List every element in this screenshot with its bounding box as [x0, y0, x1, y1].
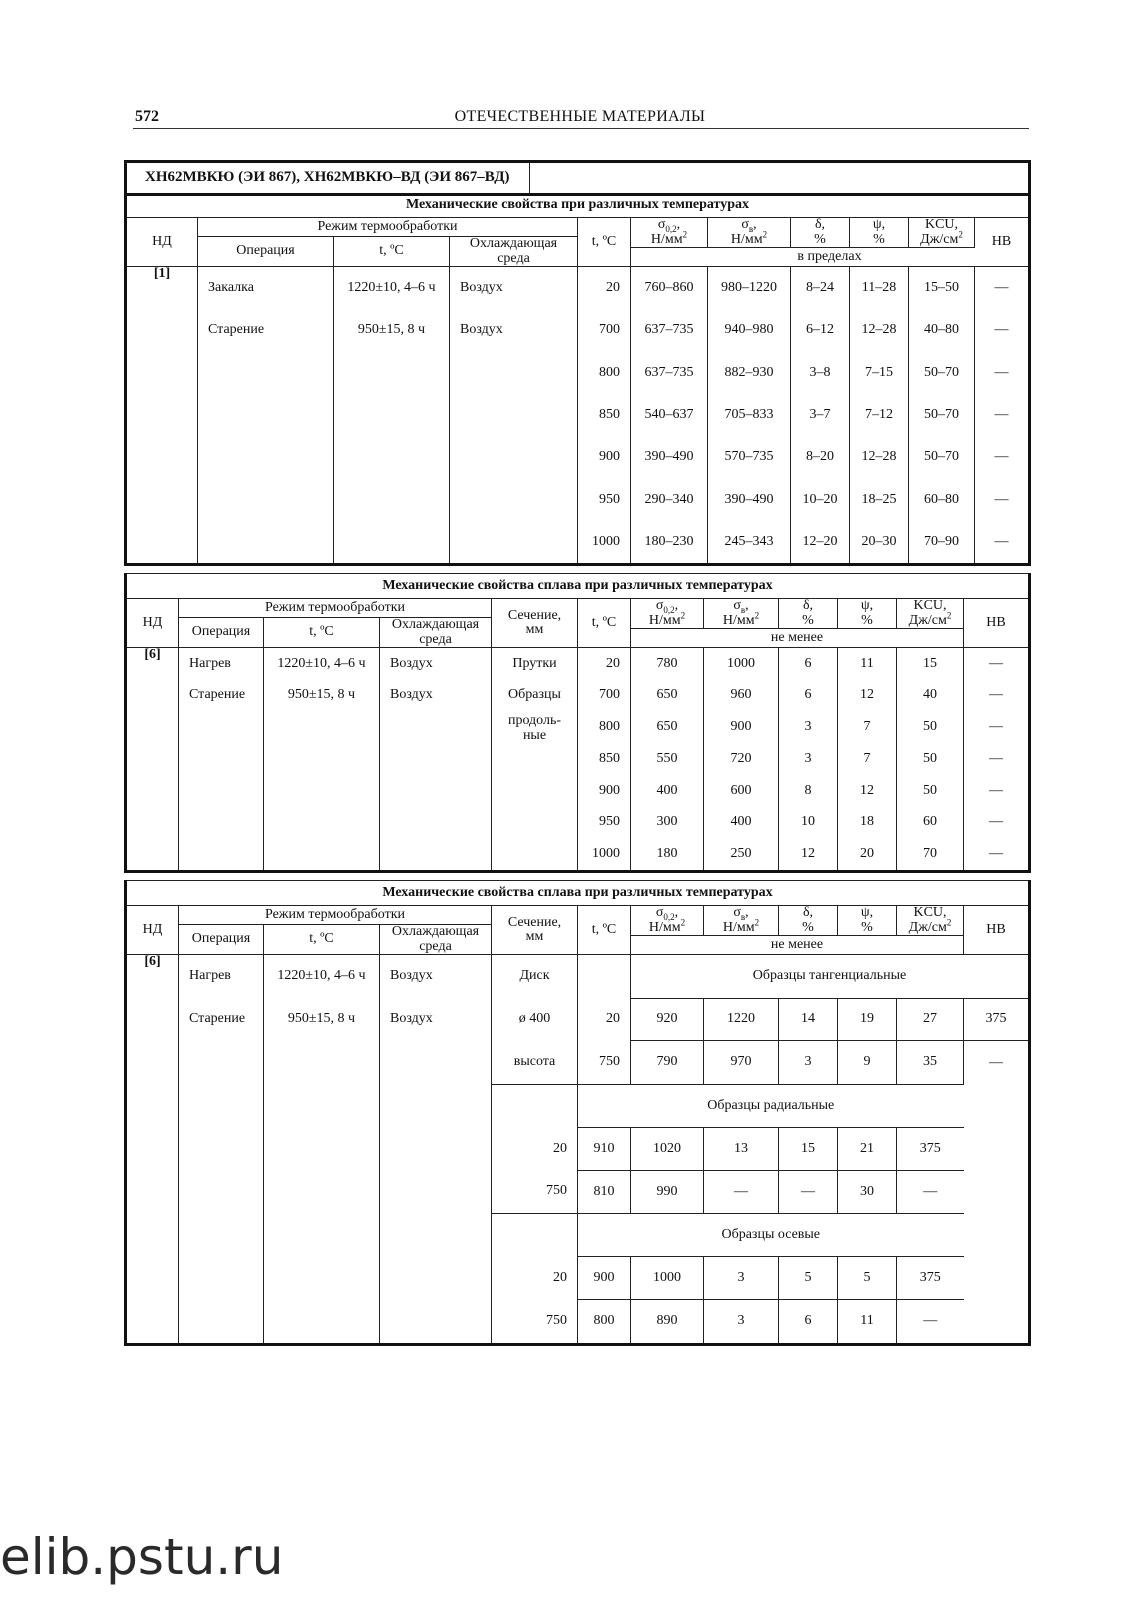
op-name: Нагрев [179, 648, 264, 680]
cell-t-test: 700 [578, 310, 631, 352]
table-row [126, 479, 1030, 521]
cell-delta: 3–7 [791, 394, 850, 436]
col-t-test: t, ºС [578, 218, 631, 267]
cell-psi: 7 [838, 743, 897, 775]
min-note: не менее [631, 629, 964, 648]
group-label: Образцы тангенциальные [631, 955, 1030, 998]
op-t: 1220±10, 4–6 ч [264, 648, 380, 680]
col-operation: Операция [179, 618, 264, 648]
cell-t-test: 800 [578, 710, 631, 743]
op-t: 950±15, 8 ч [264, 998, 380, 1041]
col-psi: ψ, % [838, 906, 897, 936]
cell-hb: — [994, 407, 1009, 423]
op-medium [380, 838, 492, 872]
op-name: Старение [179, 679, 264, 710]
cell-sigmab: 940–980 [708, 310, 791, 352]
op-medium [380, 775, 492, 806]
col-cooling: Охлаждающая среда [380, 618, 492, 648]
cell-delta: 6 [779, 648, 838, 680]
col-hb: НВ [964, 906, 1030, 955]
col-hb: НВ [964, 599, 1030, 648]
op-medium [450, 521, 578, 565]
table-row [126, 1041, 1030, 1084]
table-row [126, 743, 1030, 775]
cell-sigma02: 910 [578, 1128, 631, 1171]
cell-delta: 12–20 [791, 521, 850, 565]
cell-kcu: 40 [897, 679, 964, 710]
op-t [264, 775, 380, 806]
op-name [198, 521, 334, 565]
cell-hb: — [994, 449, 1009, 465]
cell-hb: — [923, 1313, 938, 1329]
op-t [334, 479, 450, 521]
cell-kcu: 60 [897, 806, 964, 838]
table-row [126, 267, 1030, 310]
op-medium: Воздух [450, 310, 578, 352]
cell-psi: 7–12 [850, 394, 909, 436]
section-line: Образцы [508, 686, 561, 702]
cell-psi: 9 [838, 1041, 897, 1084]
cell-sigmab: 390–490 [708, 479, 791, 521]
cell-sigmab: 600 [704, 775, 779, 806]
cell-sigmab: 970 [704, 1041, 779, 1084]
cell-hb: — [994, 322, 1009, 338]
col-t-heat: t, ºС [264, 618, 380, 648]
group-label: Образцы радиальные [578, 1084, 964, 1127]
cell-sigma02: 180 [631, 838, 704, 872]
cell-psi: 5 [779, 1257, 838, 1300]
cell-kcu: 50 [897, 743, 964, 775]
cell-hb: — [989, 782, 1003, 798]
cell-psi: — [779, 1170, 838, 1213]
op-name [179, 838, 264, 872]
cell-t-test: 800 [578, 352, 631, 394]
table-row [126, 710, 1030, 743]
op-name: Старение [179, 998, 264, 1041]
cell-t-test: 900 [578, 775, 631, 806]
cell-psi: 12 [838, 775, 897, 806]
cell-kcu: 21 [838, 1128, 897, 1171]
table-row [126, 998, 1030, 1041]
table-row [126, 648, 1030, 680]
table-row [126, 521, 1030, 565]
op-medium [380, 806, 492, 838]
cell-delta: 6 [779, 679, 838, 710]
cell-hb: — [989, 814, 1003, 830]
cell-t-test: 20 [578, 998, 631, 1041]
cell-psi: 12 [838, 679, 897, 710]
cell-psi: 20 [838, 838, 897, 872]
col-delta: δ, % [791, 218, 850, 248]
cell-sigma02: 810 [578, 1170, 631, 1213]
col-sigma02: $\sigma_{0,2}$, $Н/мм^2$ [631, 218, 708, 248]
table-row [126, 838, 1030, 872]
header-rule [133, 128, 1029, 129]
cell-sigma02: 650 [631, 679, 704, 710]
col-operation: Операция [198, 237, 334, 267]
cell-hb: — [989, 718, 1003, 734]
cell-kcu: 50–70 [909, 394, 975, 436]
op-name: Закалка [198, 267, 334, 310]
col-psi: ψ, % [838, 599, 897, 629]
cell-sigmab: 900 [704, 710, 779, 743]
cell-psi: 11 [838, 648, 897, 680]
cell-sigmab: 960 [704, 679, 779, 710]
cell-delta: 8–24 [791, 267, 850, 310]
op-t [334, 394, 450, 436]
col-regime: Режим термообработки [179, 599, 492, 618]
col-nd: НД [126, 599, 179, 648]
cell-sigma02: 290–340 [631, 479, 708, 521]
cell-sigma02: 800 [578, 1300, 631, 1344]
cell-sigmab: 720 [704, 743, 779, 775]
cell-sigma02: 300 [631, 806, 704, 838]
op-name [198, 352, 334, 394]
cell-delta: 10–20 [791, 479, 850, 521]
cell-kcu: 11 [838, 1300, 897, 1344]
op-medium [380, 710, 492, 743]
cell-psi: 15 [779, 1128, 838, 1171]
op-name: Старение [198, 310, 334, 352]
cell-psi: 20–30 [850, 521, 909, 565]
cell-hb: — [994, 364, 1009, 380]
op-medium [450, 394, 578, 436]
col-kcu: KCU, $Дж/см^2$ [897, 599, 964, 629]
op-name [179, 775, 264, 806]
cell-sigmab: 245–343 [708, 521, 791, 565]
cell-hb: — [989, 751, 1003, 767]
section-empty [492, 775, 578, 872]
col-cooling: Охлаждающая среда [380, 925, 492, 955]
cell-t-test: 750 [492, 1300, 578, 1344]
table-row [126, 806, 1030, 838]
col-kcu: KCU, $Дж/см^2$ [909, 218, 975, 248]
col-section: Сечение, мм [492, 906, 578, 955]
cell-sigma02: 400 [631, 775, 704, 806]
page-number: 572 [135, 108, 159, 125]
cell-t-test-empty [492, 1214, 578, 1257]
section-text [492, 679, 578, 710]
cell-sigmab: 1000 [704, 648, 779, 680]
cell-t-test: 850 [578, 394, 631, 436]
col-t-heat: t, ºС [334, 237, 450, 267]
col-t-test: t, ºС [578, 599, 631, 648]
material-name: ХН62МВКЮ (ЭИ 867), ХН62МВКЮ–ВД (ЭИ 867–ВД) [126, 162, 530, 195]
cell-kcu: 50–70 [909, 437, 975, 479]
cell-t-test: 1000 [578, 838, 631, 872]
op-medium-empty [380, 1041, 492, 1344]
cell-delta: 8 [779, 775, 838, 806]
op-name [179, 710, 264, 743]
cell-hb: — [964, 648, 1030, 680]
col-nd: НД [126, 906, 179, 955]
cell-t-test: 20 [578, 267, 631, 310]
col-kcu: KCU, $Дж/см^2$ [897, 906, 964, 936]
table-row [126, 775, 1030, 806]
op-t: 1220±10, 4–6 ч [334, 267, 450, 310]
cell-sigma02: 900 [578, 1257, 631, 1300]
section-line: Диск [492, 955, 578, 998]
cell-sigma02: 790 [631, 1041, 704, 1084]
table-row [126, 437, 1030, 479]
section-line: ø 400 [492, 998, 578, 1041]
cell-t-test: 750 [492, 1170, 578, 1213]
cell-hb: 375 [964, 998, 1030, 1041]
cell-t-test: 20 [578, 648, 631, 680]
cell-psi: 6 [779, 1300, 838, 1344]
op-t [334, 352, 450, 394]
op-medium [450, 352, 578, 394]
cell-sigma02: 390–490 [631, 437, 708, 479]
cell-sigmab: 980–1220 [708, 267, 791, 310]
op-t [264, 743, 380, 775]
col-t-heat: t, ºС [264, 925, 380, 955]
cell-t-test-empty [578, 955, 631, 998]
col-sigmab: $\sigma_в$, $Н/мм^2$ [704, 599, 779, 629]
cell-hb: 375 [897, 1257, 964, 1300]
cell-t-test: 850 [578, 743, 631, 775]
op-t-empty [264, 1041, 380, 1344]
table-row [126, 394, 1030, 436]
section-text [492, 710, 578, 775]
cell-t-test: 20 [492, 1257, 578, 1300]
section-line: Прутки [512, 655, 557, 671]
col-nd: НД [126, 218, 198, 267]
op-medium: Воздух [380, 955, 492, 998]
cell-delta: 6–12 [791, 310, 850, 352]
col-delta: δ, % [779, 599, 838, 629]
cell-sigma02: 760–860 [631, 267, 708, 310]
cell-delta: 14 [779, 998, 838, 1041]
cell-psi: 7 [838, 710, 897, 743]
cell-sigmab: 990 [631, 1170, 704, 1213]
cell-t-test: 900 [578, 437, 631, 479]
cell-sigma02: 180–230 [631, 521, 708, 565]
op-medium: Воздух [450, 267, 578, 310]
cell-sigmab: 890 [631, 1300, 704, 1344]
cell-sigmab: 705–833 [708, 394, 791, 436]
col-regime: Режим термообработки [179, 906, 492, 925]
cell-t-test: 950 [578, 806, 631, 838]
cell-sigma02: 637–735 [631, 310, 708, 352]
cell-kcu: 50 [897, 775, 964, 806]
op-name [198, 437, 334, 479]
table-properties-3 [124, 880, 1031, 1346]
cell-sigmab: 400 [704, 806, 779, 838]
table-row [126, 352, 1030, 394]
cell-kcu: 40–80 [909, 310, 975, 352]
cell-sigma02: 540–637 [631, 394, 708, 436]
cell-sigmab: 570–735 [708, 437, 791, 479]
cell-hb: — [975, 267, 1030, 310]
cell-sigmab: 1220 [704, 998, 779, 1041]
op-name [198, 394, 334, 436]
op-t [264, 710, 380, 743]
table3-title: Механические свойства сплава при различных температурах [126, 881, 1030, 906]
cell-delta: 12 [779, 838, 838, 872]
op-name [179, 743, 264, 775]
op-name [198, 479, 334, 521]
cell-t-test: 700 [578, 679, 631, 710]
cell-psi: 12–28 [850, 437, 909, 479]
cell-delta: 8–20 [791, 437, 850, 479]
cell-delta: 3 [779, 1041, 838, 1084]
cell-psi: 12–28 [850, 310, 909, 352]
cell-delta: 3 [704, 1300, 779, 1344]
cell-delta: 3 [779, 710, 838, 743]
cell-delta: 3–8 [791, 352, 850, 394]
section-line: ные [522, 728, 547, 744]
table-properties-2 [124, 573, 1031, 873]
cell-kcu: 70 [897, 838, 964, 872]
op-t [334, 521, 450, 565]
cell-hb: 375 [897, 1128, 964, 1171]
col-delta: δ, % [779, 906, 838, 936]
cell-kcu: 50 [897, 710, 964, 743]
cell-kcu: 27 [897, 998, 964, 1041]
op-medium [450, 479, 578, 521]
col-operation: Операция [179, 925, 264, 955]
cell-kcu: 15 [897, 648, 964, 680]
cell-hb: — [989, 846, 1003, 862]
op-t [264, 806, 380, 838]
min-note: не менее [631, 936, 964, 955]
nd-ref: [6] [126, 648, 179, 872]
cell-delta: — [704, 1170, 779, 1213]
cell-delta: 3 [704, 1257, 779, 1300]
group-label-row [126, 955, 1030, 998]
table2-title: Механические свойства сплава при различных температурах [126, 574, 1030, 599]
table1-title: Механические свойства при различных температурах [405, 196, 750, 212]
op-t: 1220±10, 4–6 ч [264, 955, 380, 998]
cell-sigmab: 250 [704, 838, 779, 872]
cell-psi: 11–28 [850, 267, 909, 310]
col-sigma02: $\sigma_{0,2}$, $Н/мм^2$ [631, 906, 704, 936]
op-name: Нагрев [179, 955, 264, 998]
cell-sigma02: 550 [631, 743, 704, 775]
cell-delta: 10 [779, 806, 838, 838]
cell-hb: — [994, 533, 1009, 549]
cell-t-test: 750 [578, 1041, 631, 1084]
op-name-empty [179, 1041, 264, 1344]
cell-sigma02: 650 [631, 710, 704, 743]
cell-delta: 13 [704, 1128, 779, 1171]
cell-t-test: 20 [492, 1128, 578, 1171]
col-sigmab: $\sigma_в$, $Н/мм^2$ [704, 906, 779, 936]
cell-hb: — [994, 491, 1009, 507]
cell-hb: — [989, 686, 1003, 702]
cell-kcu: 60–80 [909, 479, 975, 521]
cell-kcu: 15–50 [909, 267, 975, 310]
cell-kcu: 50–70 [909, 352, 975, 394]
nd-ref: [6] [126, 955, 179, 1344]
cell-psi: 7–15 [850, 352, 909, 394]
col-t-test: t, ºС [578, 906, 631, 955]
cell-hb: — [923, 1183, 938, 1199]
material-name-bar [124, 160, 1031, 196]
table-properties-1 [124, 193, 1031, 566]
op-t: 950±15, 8 ч [334, 310, 450, 352]
cell-kcu: 30 [838, 1170, 897, 1213]
cell-sigmab: 1020 [631, 1128, 704, 1171]
cell-psi: 18–25 [850, 479, 909, 521]
table-row [126, 310, 1030, 352]
cell-t-test: 950 [578, 479, 631, 521]
col-sigma02: $\sigma_{0,2}$, $Н/мм^2$ [631, 599, 704, 629]
nd-ref: [1] [126, 267, 198, 565]
cell-hb: — [989, 1054, 1003, 1070]
cell-psi: 19 [838, 998, 897, 1041]
col-psi: ψ, % [850, 218, 909, 248]
cell-psi: 18 [838, 806, 897, 838]
section-text [492, 648, 578, 680]
op-t: 950±15, 8 ч [264, 679, 380, 710]
section-line: высота [492, 1041, 578, 1084]
op-t [334, 437, 450, 479]
table-row [126, 679, 1030, 710]
cell-delta: 3 [779, 743, 838, 775]
op-medium: Воздух [380, 648, 492, 680]
cell-kcu: 35 [897, 1041, 964, 1084]
op-medium: Воздух [380, 679, 492, 710]
col-regime: Режим термообработки [198, 218, 578, 237]
cell-sigmab: 1000 [631, 1257, 704, 1300]
cell-sigma02: 920 [631, 998, 704, 1041]
running-title: ОТЕЧЕСТВЕННЫЕ МАТЕРИАЛЫ [454, 108, 706, 125]
range-note: в пределах [631, 248, 1030, 267]
col-section: Сечение, мм [492, 599, 578, 648]
group-label: Образцы осевые [578, 1214, 964, 1257]
cell-sigma02: 637–735 [631, 352, 708, 394]
watermark: elib.pstu.ru [0, 1528, 284, 1586]
cell-kcu: 70–90 [909, 521, 975, 565]
col-sigmab: $\sigma_в$, $Н/мм^2$ [708, 218, 791, 248]
section-line: продоль- [507, 713, 562, 729]
op-t [264, 838, 380, 872]
cell-sigma02: 780 [631, 648, 704, 680]
col-hb: НВ [975, 218, 1030, 267]
op-name [179, 806, 264, 838]
cell-t-test-empty [492, 1084, 578, 1127]
op-medium [380, 743, 492, 775]
col-cooling: Охлаждающая среда [450, 237, 578, 267]
cell-t-test: 1000 [578, 521, 631, 565]
op-medium [450, 437, 578, 479]
op-medium: Воздух [380, 998, 492, 1041]
cell-sigmab: 882–930 [708, 352, 791, 394]
cell-kcu: 5 [838, 1257, 897, 1300]
